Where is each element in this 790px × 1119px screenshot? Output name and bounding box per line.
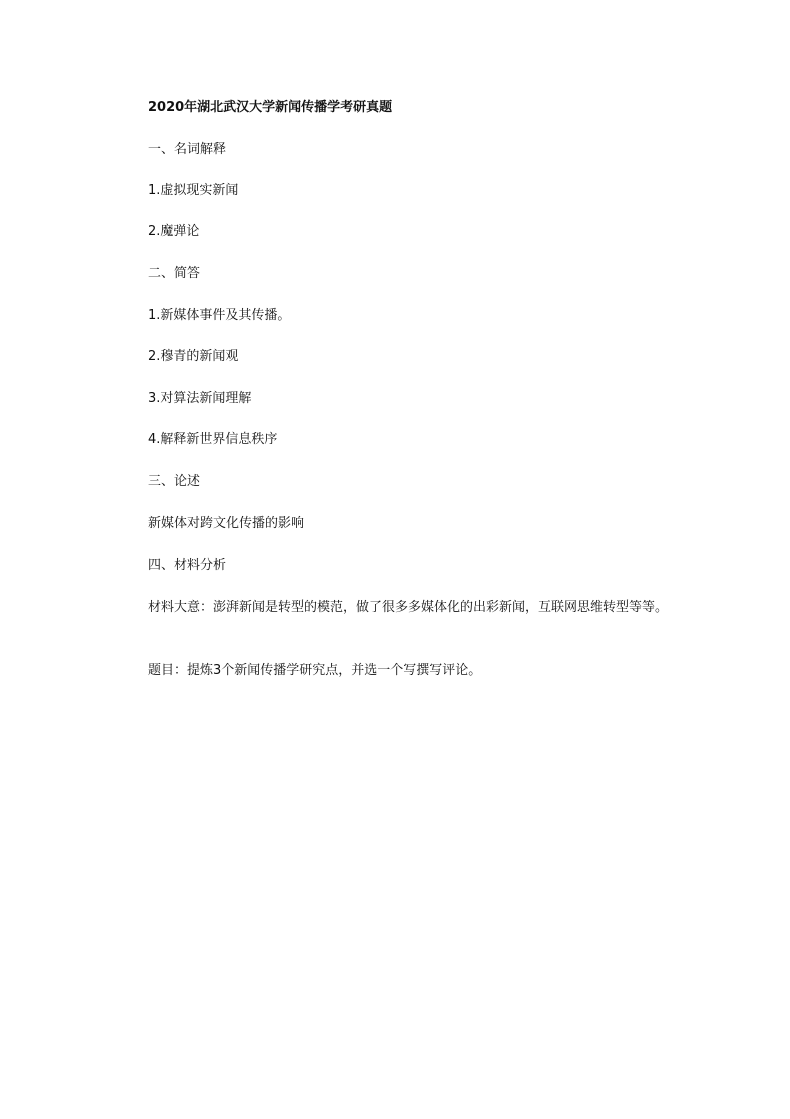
question-paragraph: 题目：提炼3个新闻传播学研究点，并选一个写撰写评论。	[148, 663, 482, 678]
short-answer-item-2: 2.穆青的新闻观	[148, 349, 239, 364]
short-answer-item-1: 1.新媒体事件及其传播。	[148, 308, 291, 323]
short-answer-item-3: 3.对算法新闻理解	[148, 391, 252, 406]
document-title: 2020年湖北武汉大学新闻传播学考研真题	[148, 100, 393, 115]
section-heading-essay: 三、论述	[148, 474, 201, 489]
material-paragraph: 材料大意：澎湃新闻是转型的模范，做了很多多媒体化的出彩新闻，互联网思维转型等等。	[148, 600, 669, 615]
short-answer-item-4: 4.解释新世界信息秩序	[148, 432, 278, 447]
section-heading-material-analysis: 四、材料分析	[148, 558, 227, 573]
terms-item-1: 1.虚拟现实新闻	[148, 183, 239, 198]
section-heading-short-answer: 二、简答	[148, 266, 201, 281]
section-heading-terms: 一、名词解释	[148, 142, 227, 157]
essay-item: 新媒体对跨文化传播的影响	[148, 516, 305, 531]
terms-item-2: 2.魔弹论	[148, 224, 200, 239]
